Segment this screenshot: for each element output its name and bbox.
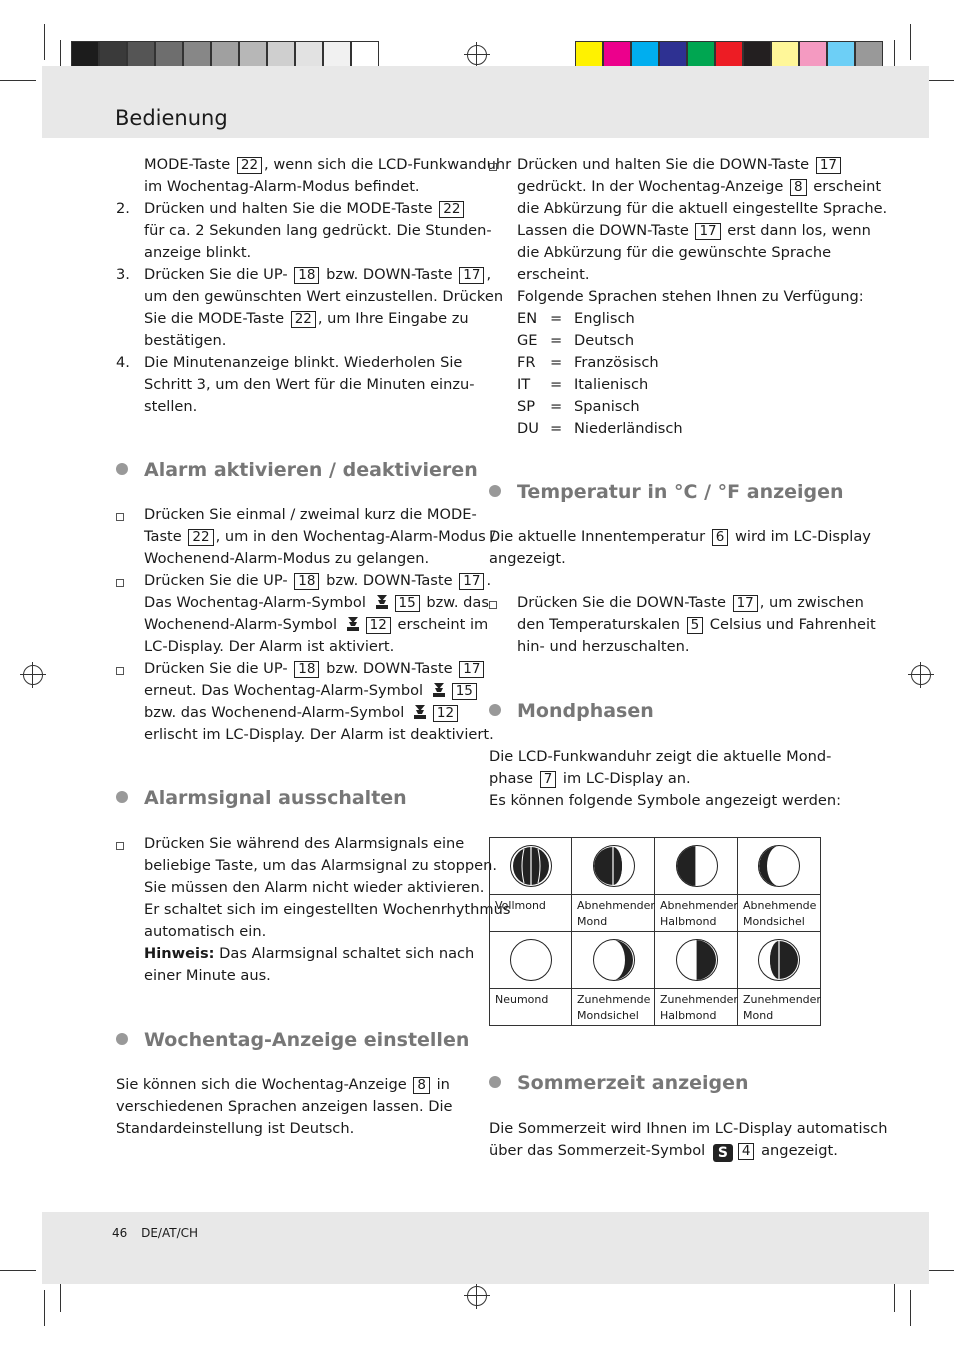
text-run: phase <box>489 770 538 787</box>
text-run: erscheint. <box>517 266 590 283</box>
text-run: , <box>486 266 492 283</box>
moon-phase-last-q-icon <box>676 845 718 887</box>
reference-number-box: 15 <box>452 683 477 700</box>
text-run: stellen. <box>144 398 198 415</box>
note-text: Das Alarmsignal schaltet sich nach <box>214 945 475 962</box>
moon-phase-label: Halbmond <box>660 915 717 928</box>
text-line <box>116 1096 453 1118</box>
reference-number-box: 17 <box>733 595 758 612</box>
text-run: . <box>486 572 492 589</box>
color-swatch <box>183 41 211 69</box>
reference-number-box: 12 <box>433 705 458 722</box>
language-name: Niederländisch <box>574 420 683 437</box>
moon-phase-label: Neumond <box>495 993 549 1006</box>
reference-number-box: 7 <box>540 771 557 788</box>
reference-number-box: 18 <box>294 267 319 284</box>
section-heading-text: Alarmsignal ausschalten <box>144 787 407 809</box>
registration-mark-bottom <box>467 1286 487 1306</box>
text-run: Lassen die DOWN-Taste <box>517 222 694 239</box>
moon-phase-table <box>489 837 821 1026</box>
text-line: automatisch ein. <box>144 923 267 940</box>
bullet-square-icon <box>489 601 497 609</box>
moon-label-cell <box>655 989 738 1025</box>
color-swatch <box>267 41 295 69</box>
alarm-weekend-icon <box>409 704 431 721</box>
text-line <box>517 242 831 264</box>
heading-dot-icon <box>116 463 128 475</box>
text-run: , um zwischen <box>759 594 864 611</box>
language-code: IT <box>517 376 531 393</box>
color-swatch <box>631 41 659 69</box>
text-line: beliebige Taste, um das Alarmsignal zu stoppen. <box>144 857 498 874</box>
summer-time-icon: S <box>713 1144 733 1162</box>
text-run: erlischt im LC-Display. Der Alarm ist deaktiviert. <box>144 726 494 743</box>
alarm-weekday-icon <box>428 682 450 699</box>
reference-number-box: 5 <box>687 617 704 634</box>
reference-number-box: 17 <box>459 573 484 590</box>
text-run: Celsius und Fahrenheit <box>705 616 876 633</box>
moon-label-cell <box>655 895 738 932</box>
text-line <box>144 330 226 352</box>
text-run: Die Sommerzeit wird Ihnen im LC-Display automatisch <box>489 1120 888 1137</box>
section-heading-text: Mondphasen <box>517 700 654 722</box>
text-line <box>517 154 843 176</box>
text-line <box>144 526 495 548</box>
text-run: Die LCD-Funkwanduhr zeigt die aktuelle Mond- <box>489 748 832 765</box>
moon-phase-label: Zunehmender <box>743 993 821 1006</box>
moon-phase-label: Abnehmender <box>660 899 738 912</box>
moon-phase-waning-cres-icon <box>758 845 800 887</box>
text-run: LC-Display. Der Alarm ist aktiviert. <box>144 638 395 655</box>
text-line <box>517 176 881 198</box>
text-line <box>144 176 420 198</box>
text-line <box>144 242 251 264</box>
language-name: Deutsch <box>574 332 635 349</box>
bullet-square-icon <box>489 163 497 171</box>
text-run: erscheint im <box>392 616 489 633</box>
color-swatch <box>71 41 99 69</box>
text-line: Sie müssen den Alarm nicht wieder aktivieren. <box>144 879 485 896</box>
text-line <box>489 1118 887 1140</box>
language-eq: = <box>550 310 563 327</box>
moon-icon-cell <box>655 932 738 989</box>
text-line <box>144 702 460 724</box>
reference-number-box: 17 <box>816 157 841 174</box>
moon-icon-cell <box>490 838 572 895</box>
moon-icon-cell <box>572 838 655 895</box>
language-name: Französisch <box>574 354 659 371</box>
moon-icon-cell <box>738 838 820 895</box>
reference-number-box: 17 <box>459 661 484 678</box>
color-swatch <box>603 41 631 69</box>
reference-number-box: 8 <box>790 179 807 196</box>
text-run: Das Wochentag-Alarm-Symbol <box>144 594 371 611</box>
text-run: hin- und herzuschalten. <box>517 638 690 655</box>
reference-number-box: 17 <box>695 223 720 240</box>
color-swatch <box>323 41 351 69</box>
color-swatch <box>155 41 183 69</box>
section-heading-text: Sommerzeit anzeigen <box>517 1072 749 1094</box>
reference-number-box: 22 <box>237 157 262 174</box>
language-name: Spanisch <box>574 398 640 415</box>
text-line <box>144 680 479 702</box>
color-swatch <box>715 41 743 69</box>
text-run: Drücken Sie die UP- <box>144 572 293 589</box>
color-swatch <box>295 41 323 69</box>
text-run: Wochenend-Alarm-Symbol <box>144 616 342 633</box>
note-text: einer Minute aus. <box>144 967 271 984</box>
section-heading <box>116 1029 469 1051</box>
note <box>144 943 474 965</box>
text-line <box>144 198 466 220</box>
text-line <box>489 526 871 548</box>
moon-phase-label: Mond <box>577 915 608 928</box>
text-run: Es können folgende Symbole angezeigt werden: <box>489 792 841 809</box>
text-run: Drücken Sie die UP- <box>144 660 293 677</box>
page-title: Bedienung <box>115 106 228 130</box>
language-code: DU <box>517 420 539 437</box>
moon-label-cell <box>572 989 655 1025</box>
color-swatch <box>351 41 379 69</box>
text-line <box>517 286 864 308</box>
color-swatch <box>99 41 127 69</box>
heading-dot-icon <box>116 1033 128 1045</box>
moon-phase-first-q-icon <box>676 939 718 981</box>
reference-number-box: 18 <box>294 573 319 590</box>
text-line <box>144 352 462 374</box>
text-line <box>517 614 876 636</box>
bullet-square-icon <box>116 579 124 587</box>
language-code: EN <box>517 310 538 327</box>
moon-phase-label: Vollmond <box>495 899 546 912</box>
text-run: bestätigen. <box>144 332 227 349</box>
moon-icon-cell <box>490 932 572 989</box>
color-swatch <box>771 41 799 69</box>
registration-mark-left <box>23 665 43 685</box>
text-line <box>144 396 197 418</box>
bullet-square-icon <box>116 842 124 850</box>
text-line <box>489 746 831 768</box>
bullet-square-icon <box>116 667 124 675</box>
moon-phase-label: Mond <box>743 1009 774 1022</box>
text-run: erscheint <box>808 178 882 195</box>
text-run: Die aktuelle Innentemperatur <box>489 528 710 545</box>
text-run: über das Sommerzeit-Symbol <box>489 1142 710 1159</box>
moon-label-cell <box>490 989 572 1025</box>
reference-number-box: 15 <box>395 595 420 612</box>
text-run: wird im LC-Display <box>730 528 871 545</box>
reference-number-box: 6 <box>712 529 729 546</box>
text-line <box>144 592 489 614</box>
text-run: die Abkürzung für die gewünschte Sprache <box>517 244 832 261</box>
text-run: verschiedenen Sprachen anzeigen lassen. Die <box>116 1098 453 1115</box>
text-run: Taste <box>144 528 187 545</box>
text-run: Drücken und halten Sie die DOWN-Taste <box>517 156 814 173</box>
heading-dot-icon <box>116 791 128 803</box>
moon-phase-label: Mondsichel <box>577 1009 639 1022</box>
text-line <box>144 658 486 680</box>
moon-label-cell <box>572 895 655 932</box>
color-swatch <box>855 41 883 69</box>
text-run: bzw. DOWN-Taste <box>321 266 458 283</box>
text-run: Folgende Sprachen stehen Ihnen zu Verfügung: <box>517 288 864 305</box>
reference-number-box: 22 <box>188 529 213 546</box>
text-run: bzw. DOWN-Taste <box>321 572 458 589</box>
language-eq: = <box>550 354 563 371</box>
text-run: die Abkürzung für die aktuell eingestellte Sprache. <box>517 200 888 217</box>
moon-icon-cell <box>655 838 738 895</box>
text-run: Schritt 3, um den Wert für die Minuten einzu- <box>144 376 475 393</box>
text-run: Wochenend-Alarm-Modus zu gelangen. <box>144 550 430 567</box>
heading-dot-icon <box>489 485 501 497</box>
moon-label-cell <box>738 989 820 1025</box>
text-run: erst dann los, wenn <box>722 222 871 239</box>
text-run: anzeige blinkt. <box>144 244 252 261</box>
moon-phase-waxing-gib-icon <box>758 939 800 981</box>
text-line <box>489 1140 838 1162</box>
text-run: , um in den Wochentag-Alarm-Modus / <box>215 528 496 545</box>
text-run: um den gewünschten Wert einzustellen. Drücken <box>144 288 504 305</box>
text-line <box>517 264 590 286</box>
moon-phase-label: Halbmond <box>660 1009 717 1022</box>
color-swatch <box>659 41 687 69</box>
text-run: für ca. 2 Sekunden lang gedrückt. Die Stunden- <box>144 222 492 239</box>
language-eq: = <box>550 332 563 349</box>
heading-dot-icon <box>489 704 501 716</box>
moon-phase-label: Abnehmender <box>577 899 655 912</box>
color-swatch <box>799 41 827 69</box>
text-line <box>517 636 689 658</box>
text-run: Drücken Sie die UP- <box>144 266 293 283</box>
text-line <box>489 768 691 790</box>
registration-mark-right <box>911 665 931 685</box>
language-code: FR <box>517 354 536 371</box>
text-run: gedrückt. In der Wochentag-Anzeige <box>517 178 788 195</box>
text-line: Drücken Sie während des Alarmsignals eine <box>144 835 465 852</box>
text-run: im LC-Display an. <box>558 770 691 787</box>
text-run: in <box>431 1076 450 1093</box>
color-swatch <box>239 41 267 69</box>
color-swatch <box>827 41 855 69</box>
alarm-weekday-icon <box>371 594 393 611</box>
moon-icon-cell <box>738 932 820 989</box>
text-line <box>116 1118 354 1140</box>
reference-number-box: 8 <box>413 1077 430 1094</box>
text-line <box>116 1074 450 1096</box>
text-run: angezeigt. <box>489 550 566 567</box>
page-number-text: 46 <box>112 1226 128 1240</box>
text-line <box>144 154 511 176</box>
text-run: erneut. Das Wochentag-Alarm-Symbol <box>144 682 428 699</box>
text-run: bzw. das Wochenend-Alarm-Symbol <box>144 704 409 721</box>
text-line <box>144 264 491 286</box>
heading-dot-icon <box>489 1076 501 1088</box>
moon-label-cell <box>738 895 820 932</box>
moon-phase-label: Zunehmende <box>577 993 651 1006</box>
moon-phase-label: Abnehmende <box>743 899 817 912</box>
text-line <box>144 548 429 570</box>
color-swatch <box>743 41 771 69</box>
moon-label-cell <box>490 895 572 932</box>
text-run: den Temperaturskalen <box>517 616 685 633</box>
text-run: Die Minutenanzeige blinkt. Wiederholen Sie <box>144 354 463 371</box>
text-run: Sie die MODE-Taste <box>144 310 289 327</box>
text-line <box>144 286 503 308</box>
text-run: angezeigt. <box>756 1142 838 1159</box>
section-heading <box>489 700 654 722</box>
text-line <box>144 724 494 746</box>
language-code: GE <box>517 332 538 349</box>
moon-icon-cell <box>572 932 655 989</box>
language-eq: = <box>550 376 563 393</box>
text-line <box>144 504 477 526</box>
text-line <box>489 548 566 570</box>
moon-phase-waning-gib-icon <box>593 845 635 887</box>
step-number: 2. <box>116 200 130 217</box>
language-name: Englisch <box>574 310 635 327</box>
text-run: Standardeinstellung ist Deutsch. <box>116 1120 355 1137</box>
reference-number-box: 22 <box>291 311 316 328</box>
moon-phase-full-icon <box>510 845 552 887</box>
reference-number-box: 12 <box>366 617 391 634</box>
page-number <box>112 1226 198 1240</box>
color-swatch <box>575 41 603 69</box>
text-line <box>517 198 887 220</box>
language-name: Italienisch <box>574 376 649 393</box>
moon-phase-waxing-cres-icon <box>593 939 635 981</box>
reference-number-box: 18 <box>294 661 319 678</box>
reference-number-box: 17 <box>459 267 484 284</box>
text-run: bzw. das <box>421 594 489 611</box>
color-swatch <box>687 41 715 69</box>
text-line <box>517 220 871 242</box>
text-run: im Wochentag-Alarm-Modus befindet. <box>144 178 420 195</box>
section-heading <box>489 1072 749 1094</box>
reference-number-box: 22 <box>439 201 464 218</box>
text-run: Sie können sich die Wochentag-Anzeige <box>116 1076 412 1093</box>
text-line <box>144 220 492 242</box>
bullet-square-icon <box>116 513 124 521</box>
text-run: MODE-Taste <box>144 156 235 173</box>
moon-phase-label: Mondsichel <box>743 915 805 928</box>
text-line <box>517 592 864 614</box>
color-swatch <box>127 41 155 69</box>
step-number: 3. <box>116 266 130 283</box>
footer-band <box>42 1212 929 1284</box>
language-code: SP <box>517 398 536 415</box>
section-heading-text: Temperatur in °C / °F anzeigen <box>517 481 844 503</box>
alarm-weekend-icon <box>342 616 364 633</box>
text-run: Drücken Sie einmal / zweimal kurz die MODE- <box>144 506 477 523</box>
step-number: 4. <box>116 354 130 371</box>
text-line <box>144 308 469 330</box>
region-code: DE/AT/CH <box>141 1226 199 1240</box>
text-line <box>144 614 488 636</box>
reference-number-box: 4 <box>738 1143 755 1160</box>
text-line <box>144 570 491 592</box>
language-eq: = <box>550 398 563 415</box>
text-line: Er schaltet sich im eingestellten Wochenrhythmus <box>144 901 511 918</box>
section-heading-text: Alarm aktivieren / deaktivieren <box>144 459 478 481</box>
text-run: bzw. DOWN-Taste <box>321 660 458 677</box>
section-heading <box>489 481 844 503</box>
text-line <box>489 790 841 812</box>
registration-mark-top <box>467 45 487 65</box>
section-heading <box>116 459 478 481</box>
text-line <box>144 636 394 658</box>
section-heading-text: Wochentag-Anzeige einstellen <box>144 1029 470 1051</box>
moon-phase-label: Zunehmender <box>660 993 738 1006</box>
text-run: Drücken Sie die DOWN-Taste <box>517 594 731 611</box>
color-swatch <box>211 41 239 69</box>
text-run: , wenn sich die LCD-Funkwanduhr <box>264 156 512 173</box>
language-eq: = <box>550 420 563 437</box>
text-run: Drücken und halten Sie die MODE-Taste <box>144 200 438 217</box>
note-label: Hinweis: <box>144 945 215 962</box>
text-line <box>144 374 475 396</box>
text-run: , um Ihre Eingabe zu <box>317 310 469 327</box>
moon-phase-new-icon <box>510 939 552 981</box>
section-heading <box>116 787 407 809</box>
